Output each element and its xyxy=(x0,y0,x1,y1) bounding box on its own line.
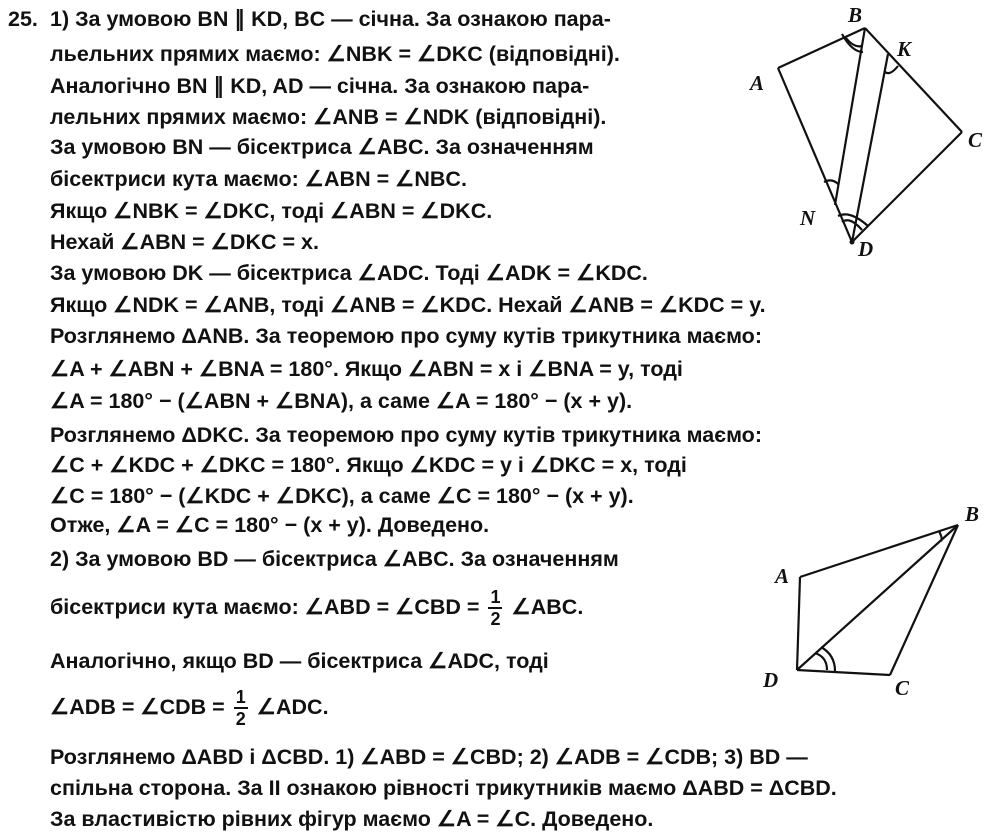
text-line: ∠C + ∠KDC + ∠DKC = 180°. Якщо ∠KDC = y і ∠DKC = x, тоді xyxy=(50,453,687,477)
fraction-numerator: 1 xyxy=(490,587,501,608)
label-d: D xyxy=(858,237,874,261)
text-line: Отже, ∠A = ∠C = 180° − (x + y). Доведено. xyxy=(50,513,490,537)
segment-cd xyxy=(852,132,962,242)
text-line-fraction xyxy=(50,584,583,630)
label-a: A xyxy=(775,564,790,588)
label-k: K xyxy=(897,37,912,61)
text-line: Аналогічно, якщо BD — бісектриса ∠ADC, тоді xyxy=(50,649,549,673)
text-line: ∠A + ∠ABN + ∠BNA = 180°. Якщо ∠ABN = x і ∠BNA = y, тоді xyxy=(50,357,683,381)
text-line: Розглянемо ΔANB. За теоремою про суму кутів трикутника маємо: xyxy=(50,324,762,348)
angle-arc-k xyxy=(885,66,898,73)
fraction-denominator: 2 xyxy=(490,609,501,630)
figure-quadrilateral-abcd-2 xyxy=(755,495,992,705)
text-line: 2) За умовою BD — бісектриса ∠ABC. За означенням xyxy=(50,547,619,571)
text-after-fraction: ∠ABC. xyxy=(511,595,584,619)
segment-bc xyxy=(865,28,962,132)
fraction-one-half xyxy=(234,687,248,729)
text-line: За умовою BN — бісектриса ∠ABC. За означенням xyxy=(50,135,594,159)
text-line: За умовою DK — бісектриса ∠ADC. Тоді ∠ADK = ∠KDC. xyxy=(50,261,648,285)
text-line: ∠C = 180° − (∠KDC + ∠DKC), а саме ∠C = 180° − (x + y). xyxy=(50,484,634,508)
text-line: 1) За умовою BN ∥ KD, BC — січна. За ознакою пара- xyxy=(50,7,611,31)
text-line: Нехай ∠ABN = ∠DKC = x. xyxy=(50,230,319,254)
text-line-fraction xyxy=(50,684,329,730)
label-d: D xyxy=(763,668,779,692)
segment-kd xyxy=(852,54,888,242)
text-line: льельних прямих маємо: ∠NBK = ∠DKC (відповідні). xyxy=(50,42,620,66)
segment-ab xyxy=(800,525,958,577)
text-line: бісектриси кута маємо: ∠ABN = ∠NBC. xyxy=(50,167,467,191)
text-after-fraction: ∠ADC. xyxy=(256,695,329,719)
text-line: ∠A = 180° − (∠ABN + ∠BNA), а саме ∠A = 180° − (x + y). xyxy=(50,389,633,413)
text-line: Аналогічно BN ∥ KD, AD — січна. За ознакою пара- xyxy=(50,74,590,98)
text-line: Розглянемо ΔDKC. За теоремою про суму кутів трикутника маємо: xyxy=(50,423,762,447)
segment-bc xyxy=(890,525,958,675)
text-line: Якщо ∠NDK = ∠ANB, тоді ∠ANB = ∠KDC. Нехай ∠ANB = ∠KDC = y. xyxy=(50,293,766,317)
problem-number: 25. xyxy=(8,7,38,31)
text-before-fraction: бісектриси кута маємо: ∠ABD = ∠CBD = xyxy=(50,595,480,619)
label-c: C xyxy=(968,128,983,152)
text-line: спільна сторона. За II ознакою рівності трикутників маємо ΔABD = ΔCBD. xyxy=(50,776,837,800)
label-n: N xyxy=(800,206,816,230)
figure-quadrilateral-abcd-1 xyxy=(740,0,992,262)
fraction-denominator: 2 xyxy=(235,709,246,730)
text-line: Розглянемо ΔABD і ΔCBD. 1) ∠ABD = ∠CBD; 2) ∠ADB = ∠CDB; 3) BD — xyxy=(50,745,808,769)
text-line: За властивістю рівних фігур маємо ∠A = ∠C. Доведено. xyxy=(50,807,654,831)
label-b: B xyxy=(848,3,863,27)
segment-ad xyxy=(797,577,800,670)
fraction-one-half xyxy=(488,587,502,629)
text-line: лельних прямих маємо: ∠ANB = ∠NDK (відповідні). xyxy=(50,105,607,129)
text-line: Якщо ∠NBK = ∠DKC, тоді ∠ABN = ∠DKC. xyxy=(50,199,493,223)
text-before-fraction: ∠ADB = ∠CDB = xyxy=(50,695,225,719)
label-b: B xyxy=(965,502,980,526)
label-c: C xyxy=(895,676,910,700)
segment-dc xyxy=(797,670,890,675)
segment-bn xyxy=(835,28,865,205)
angle-arc-d xyxy=(815,653,827,670)
label-a: A xyxy=(750,71,765,95)
fraction-numerator: 1 xyxy=(235,687,246,708)
point-d xyxy=(850,240,855,245)
